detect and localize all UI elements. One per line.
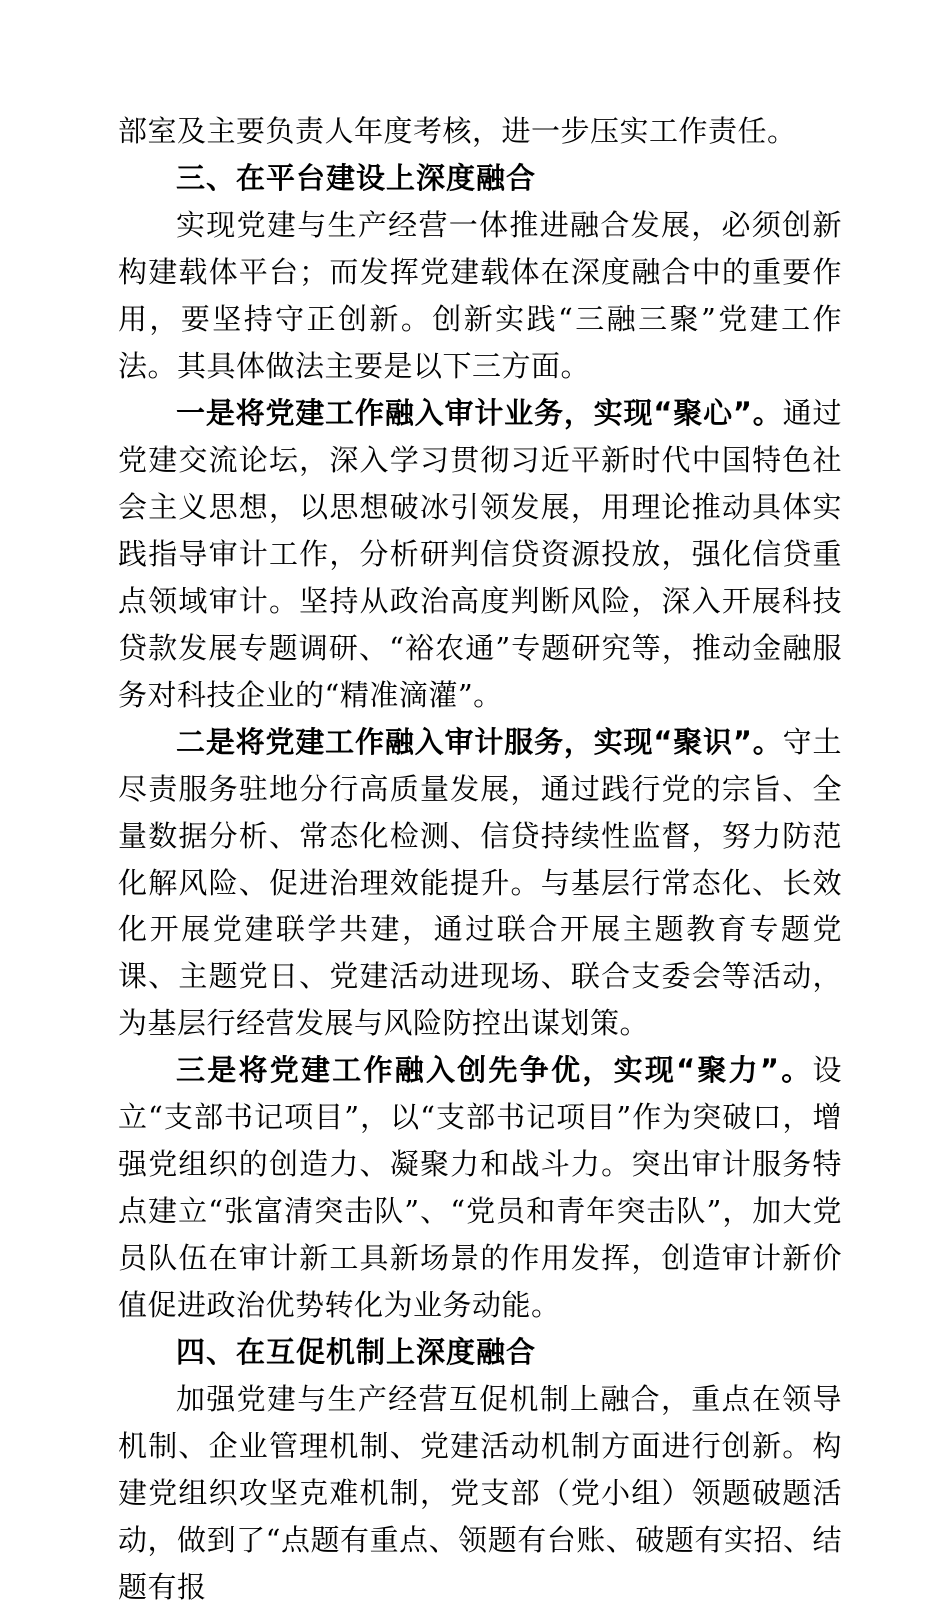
paragraph-point-three	[118, 1047, 842, 1329]
paragraph-section-three-intro: 实现党建与生产经营一体推进融合发展，必须创新构建载体平台；而发挥党建载体在深度融合中的重要作用，要坚持守正创新。创新实践“三融三聚”党建工作法。其具体做法主要是以下三方面。	[118, 207, 842, 383]
point-three-lead: 三是将党建工作融入创先争优，实现“聚力”。	[176, 1053, 813, 1088]
paragraph-continuation: 部室及主要负责人年度考核，进一步压实工作责任。	[118, 114, 797, 148]
paragraph-point-one	[118, 390, 842, 719]
section-heading-three: 三、在平台建设上深度融合	[176, 160, 537, 195]
point-one-lead: 一是将党建工作融入审计业务，实现“聚心”。	[176, 395, 783, 430]
paragraph-point-two	[118, 719, 842, 1048]
point-three-text: 设立“支部书记项目”，以“支部书记项目”作为突破口，增强党组织的创造力、凝聚力和战斗力。突出审计服务特点建立“张富清突击队”、“党员和青年突击队”，加大党员队伍在审计新工具新场景的作用发挥，创造审计新价值促进政治优势转化为业务动能。	[118, 1053, 842, 1323]
document-body	[118, 108, 842, 1611]
point-one-text: 通过党建交流论坛，深入学习贯彻习近平新时代中国特色社会主义思想，以思想破冰引领发展，用理论推动具体实践指导审计工作，分析研判信贷资源投放，强化信贷重点领域审计。坚持从政治高度判断风险，深入开展科技贷款发展专题调研、“裕农通”专题研究等，推动金融服务对科技企业的“精准滴灌”。	[118, 395, 842, 712]
point-two-text: 守土尽责服务驻地分行高质量发展，通过践行党的宗旨、全量数据分析、常态化检测、信贷持续性监督，努力防范化解风险、促进治理效能提升。与基层行常态化、长效化开展党建联学共建，通过联合开展主题教育专题党课、主题党日、党建活动进现场、联合支委会等活动，为基层行经营发展与风险防控出谋划策。	[118, 724, 842, 1041]
point-two-lead: 二是将党建工作融入审计服务，实现“聚识”。	[176, 724, 783, 759]
paragraph-section-four-intro: 加强党建与生产经营互促机制上融合，重点在领导机制、企业管理机制、党建活动机制方面进行创新。构建党组织攻坚克难机制，党支部（党小组）领题破题活动，做到了“点题有重点、领题有台账、破题有实招、结题有报	[118, 1382, 842, 1605]
section-heading-four: 四、在互促机制上深度融合	[176, 1335, 537, 1370]
